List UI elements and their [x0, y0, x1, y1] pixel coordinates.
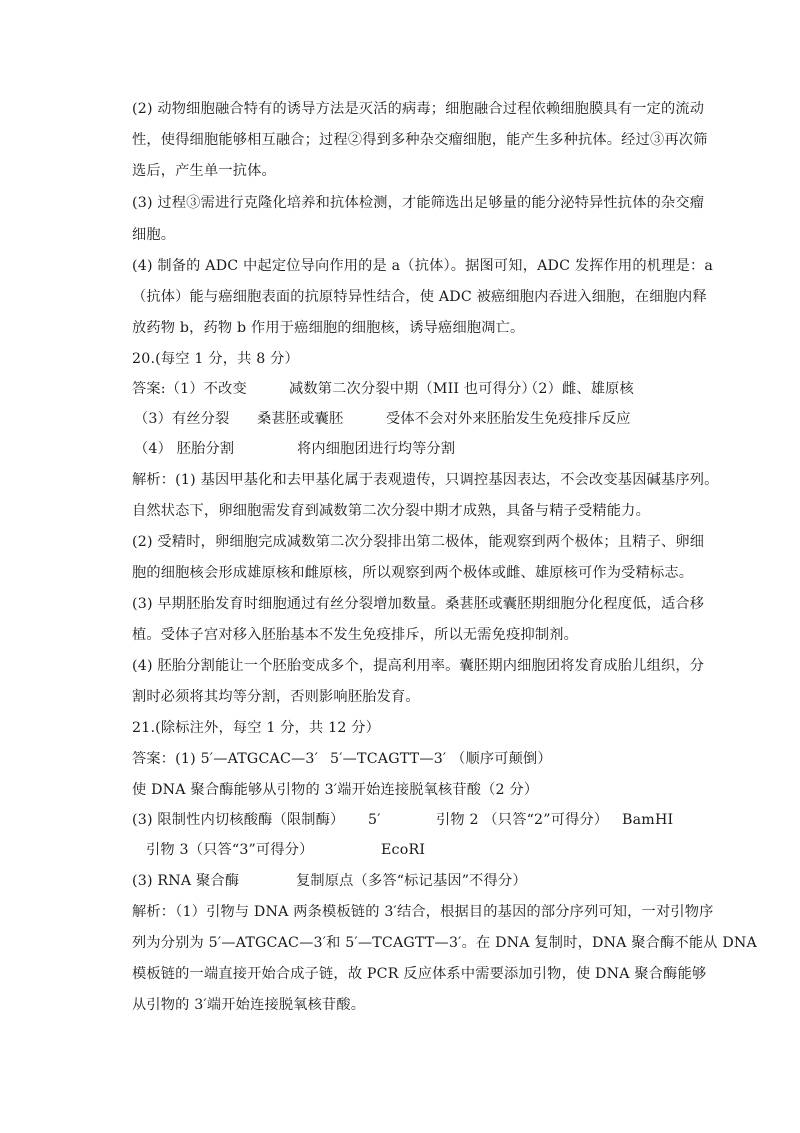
q20-answer2-b: 桑葚胚或囊胚	[257, 411, 344, 427]
q19-part4-line3: 放药物 b，药物 b 作用于癌细胞的细胞核，诱导癌细胞凋亡。	[132, 320, 525, 336]
q21-analysis-line: 列为分别为 5′—ATGCAC—3′和 5′—TCAGTT—3′。在 DNA 复制时，DNA 聚合酶不能从 DNA	[132, 935, 757, 951]
q19-part4-line1: (4) 制备的 ADC 中起定位导向作用的是 a（抗体）。据图可知，ADC 发挥作用的机理是：a	[132, 258, 714, 274]
q20-analysis-line: 自然状态下，卵细胞需发育到减数第二次分裂中期才成熟，具备与精子受精能力。	[132, 503, 650, 519]
q20-header: 20.(每空 1 分，共 8 分）	[132, 351, 299, 367]
q19-part2-line1: (2) 动物细胞融合特有的诱导方法是灭活的病毒；细胞融合过程依赖细胞膜具有一定的流动	[132, 101, 705, 117]
q19-part3-line2: 细胞。	[132, 227, 176, 243]
q21-answer3-c: 引物 2 （只答“2”可得分）	[436, 812, 609, 828]
q20-analysis-line: 解析：(1) 基因甲基化和去甲基化属于表观遗传，只调控基因表达，不会改变基因碱基序列。	[132, 472, 719, 488]
q21-answer4-a: 引物 3（只答“3”可得分）	[146, 842, 314, 858]
q20-answer2-c: 受体不会对外来胚胎发生免疫排斥反应	[386, 411, 631, 427]
q20-analysis-line: 割时必须将其均等分割，否则影响胚胎发育。	[132, 689, 420, 705]
q19-part2-line3: 选后，产生单一抗体。	[132, 163, 276, 179]
q20-answer2-a: （3）有丝分裂	[134, 411, 230, 427]
q21-analysis-line: 解析：（1）引物与 DNA 两条模板链的 3′结合，根据目的基因的部分序列可知，一对引物序	[132, 904, 714, 920]
q21-answer3-d: BamHI	[622, 812, 674, 828]
q19-part2-line2: 性，使得细胞能够相互融合；过程②得到多种杂交瘤细胞，能产生多种抗体。经过③再次筛	[132, 132, 708, 148]
q19-part3-line1: (3) 过程③需进行克隆化培养和抗体检测，才能筛选出足够量的能分泌特异性抗体的杂交瘤	[132, 195, 705, 211]
q20-answer1-c: （2）雌、雄原核	[524, 381, 634, 397]
q21-answer3-a: (3) 限制性内切核酸酶（限制酶）	[132, 812, 345, 828]
q21-answer5-a: (3) RNA 聚合酶	[132, 873, 240, 889]
q21-analysis-line: 从引物的 3′端开始连接脱氧核苷酸。	[132, 997, 366, 1013]
q21-answer1-b: 5′—TCAGTT—3′ （顺序可颠倒）	[330, 751, 552, 767]
q20-analysis-line: 胞的细胞核会形成雄原核和雌原核，所以观察到两个极体或雌、雄原核可作为受精标志。	[132, 565, 694, 581]
q21-answer2: 使 DNA 聚合酶能够从引物的 3′端开始连接脱氧核苷酸（2 分）	[132, 782, 539, 798]
q21-answer5-b: 复制原点（多答“标记基因”不得分）	[296, 873, 527, 889]
q20-answer3-a: （4） 胚胎分割	[134, 441, 235, 457]
q21-analysis-line: 模板链的一端直接开始合成子链，故 PCR 反应体系中需要添加引物，使 DNA 聚合酶能够	[132, 966, 707, 982]
q19-part4-line2: （抗体）能与癌细胞表面的抗原特异性结合，使 ADC 被癌细胞内吞进入细胞，在细胞内释	[132, 289, 707, 305]
q21-answer4-b: EcoRI	[381, 842, 426, 858]
q20-answer1-b: 减数第二次分裂中期（MII 也可得分）	[289, 381, 536, 397]
q21-answer1-a: 答案：(1) 5′—ATGCAC—3′	[132, 751, 319, 767]
q21-answer3-b: 5′	[368, 812, 381, 828]
q20-analysis-line: (2) 受精时，卵细胞完成减数第二次分裂排出第二极体，能观察到两个极体；且精子、卵细	[132, 534, 705, 550]
q21-header: 21.(除标注外，每空 1 分，共 12 分）	[132, 720, 381, 736]
q20-answer1-a: 答案:（1）不改变	[132, 381, 247, 397]
q20-analysis-line: 植。受体子宫对移入胚胎基本不发生免疫排斥，所以无需免疫抑制剂。	[132, 627, 579, 643]
q20-answer3-b: 将内细胞团进行均等分割	[297, 441, 456, 457]
q20-analysis-line: (4) 胚胎分割能让一个胚胎变成多个，提高利用率。囊胚期内细胞团将发育成胎儿组织，分	[132, 658, 705, 674]
q20-analysis-line: (3) 早期胚胎发育时细胞通过有丝分裂增加数量。桑葚胚或囊胚期细胞分化程度低，适合移	[132, 596, 705, 612]
